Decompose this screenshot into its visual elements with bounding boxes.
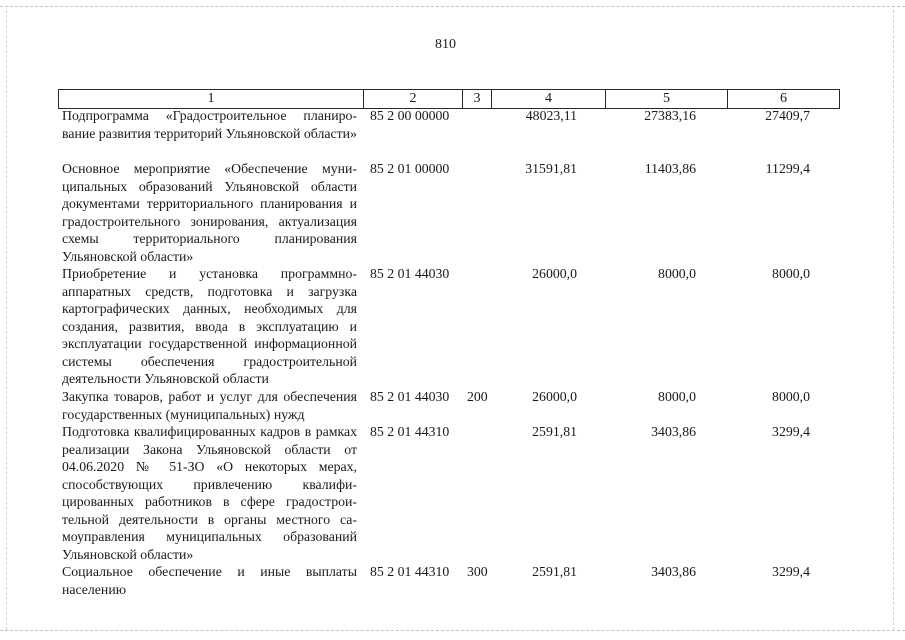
row-description: Подготовка квалифицированных кадров в рамках реализации Закона Ульяновской области от 04.06.2020 № 51-ЗО «О некоторых мерах, способствующих привлечению квалифицированных работников в сфере градостроительной деятельности в органы местного самоуправления муниципальных образований Ульяновской области»: [62, 424, 357, 562]
page-number: 810: [435, 37, 456, 52]
row-value-col5: 3403,86: [651, 564, 696, 579]
header-cell-2: 2: [363, 90, 462, 108]
row-value-col6: 3299,4: [772, 424, 810, 439]
header-cell-5: 5: [605, 90, 727, 108]
row-code: 85 2 01 00000: [370, 161, 450, 176]
row-value-col6: 11299,4: [765, 161, 810, 176]
row-value-col4: 26000,0: [532, 389, 577, 404]
row-code: 85 2 01 44310: [370, 564, 450, 579]
row-code: 85 2 01 44310: [370, 424, 450, 439]
row-value-col6: 8000,0: [772, 266, 810, 281]
scan-edge-top: [0, 6, 905, 7]
row-code: 85 2 01 44030: [370, 266, 450, 281]
row-value-col4: 26000,0: [532, 266, 577, 281]
row-value-col6: 8000,0: [772, 389, 810, 404]
row-value-col5: 8000,0: [658, 389, 696, 404]
scan-edge-bottom: [0, 630, 905, 631]
row-value-col4: 31591,81: [525, 161, 577, 176]
row-value-col6: 3299,4: [772, 564, 810, 579]
row-code: 85 2 00 00000: [370, 108, 450, 123]
scan-edge-left: [6, 10, 7, 630]
row-value-col6: 27409,7: [765, 108, 810, 123]
header-cell-1: 1: [58, 90, 363, 108]
row-code: 85 2 01 44030: [370, 389, 450, 404]
header-cell-6: 6: [727, 90, 840, 108]
table-header: [58, 89, 840, 109]
row-description: Социальное обеспечение и иные выплаты населению: [62, 564, 357, 597]
row-value-col4: 48023,11: [525, 108, 577, 123]
row-value-col5: 3403,86: [651, 424, 696, 439]
row-value-col4: 2591,81: [532, 424, 577, 439]
row-expense-type: 300: [467, 564, 488, 579]
header-cell-4: 4: [491, 90, 605, 108]
row-value-col5: 11403,86: [644, 161, 696, 176]
row-description: Приобретение и установка программно-аппаратных средств, подготовка и загрузка картографических данных, необходимых для создания, развития, ввода в эксплуатацию и эксплуатации государственной информационной системы обеспечения градостроительной деятельности Ульяновской области: [62, 266, 357, 386]
row-description: Закупка товаров, работ и услуг для обеспечения государственных (муниципальных) нужд: [62, 389, 357, 422]
header-cell-3: 3: [462, 90, 491, 108]
row-expense-type: 200: [467, 389, 488, 404]
row-value-col5: 27383,16: [644, 108, 696, 123]
row-description: Основное мероприятие «Обеспечение муниципальных образований Ульяновской области документами территориального планирования и градостроительного зонирования, актуализация схемы территориального планирования Ульяновской области»: [62, 161, 357, 264]
row-description: Подпрограмма «Градостроительное планирование развития территорий Ульяновской области»: [62, 108, 357, 141]
row-value-col4: 2591,81: [532, 564, 577, 579]
scan-edge-right: [893, 10, 894, 630]
row-value-col5: 8000,0: [658, 266, 696, 281]
